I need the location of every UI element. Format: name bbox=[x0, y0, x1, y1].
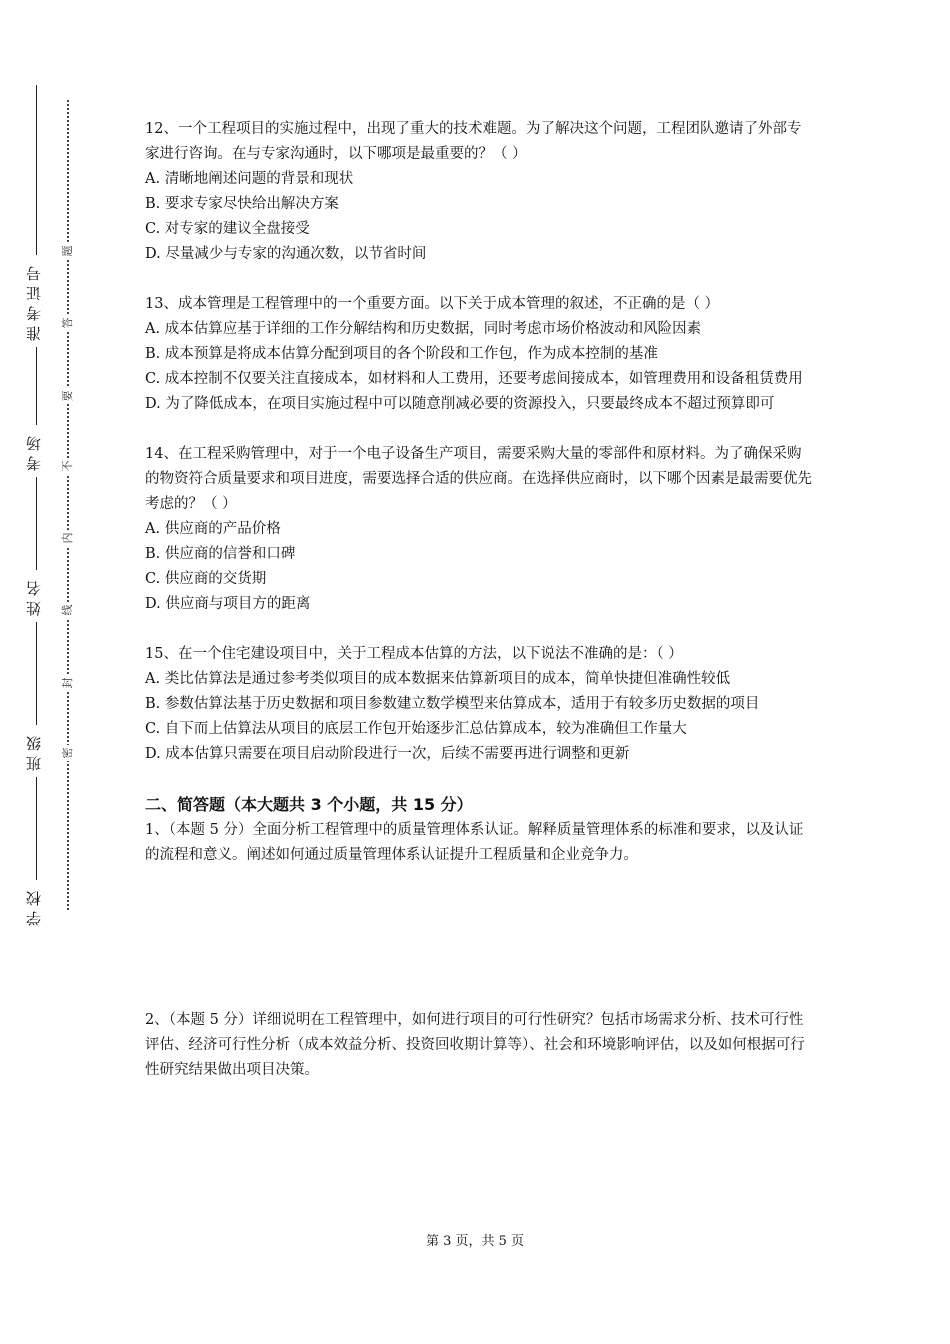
seal-char: 内 bbox=[60, 530, 76, 546]
option-b: B. 供应商的信誉和口碑 bbox=[145, 546, 296, 562]
question-13 bbox=[145, 292, 813, 417]
option-a: A. 成本估算应基于详细的工作分解结构和历史数据，同时考虑市场价格波动和风险因素 bbox=[145, 321, 702, 337]
short-answer-question-1: 1、（本题 5 分）全面分析工程管理中的质量管理体系认证。解释质量管理体系的标准和要求，以及认证的流程和意义。阐述如何通过质量管理体系认证提升工程质量和企业竞争力。 bbox=[145, 822, 804, 863]
answer-space bbox=[145, 868, 813, 1008]
name-label: 姓名 bbox=[23, 570, 49, 622]
option-c: C. 成本控制不仅要关注直接成本，如材料和人工费用，还要考虑间接成本，如管理费用和设备租赁费用 bbox=[145, 371, 803, 387]
seal-char: 答 bbox=[60, 315, 76, 331]
option-b: B. 成本预算是将成本估算分配到项目的各个阶段和工作包，作为成本控制的基准 bbox=[145, 346, 658, 362]
exam-number-label: 准考证号 bbox=[23, 255, 49, 347]
question-15 bbox=[145, 642, 813, 767]
question-12 bbox=[145, 117, 813, 267]
page-number: 第 3 页，共 5 页 bbox=[425, 1234, 525, 1249]
option-c: C. 对专家的建议全盘接受 bbox=[145, 221, 310, 237]
question-stem: 12、一个工程项目的实施过程中，出现了重大的技术难题。为了解决这个问题，工程团队邀请了外部专家进行咨询。在与专家沟通时，以下哪项是最重要的？（ ） bbox=[145, 121, 802, 162]
option-d: D. 为了降低成本，在项目实施过程中可以随意削减必要的资源投入，只要最终成本不超过预算即可 bbox=[145, 396, 775, 412]
option-d: D. 供应商与项目方的距离 bbox=[145, 596, 311, 612]
seal-char: 线 bbox=[60, 602, 76, 618]
school-label: 学校 bbox=[23, 880, 49, 932]
option-b: B. 参数估算法基于历史数据和项目参数建立数学模型来估算成本，适用于有较多历史数据的项目 bbox=[145, 696, 760, 712]
option-d: D. 尽量减少与专家的沟通次数，以节省时间 bbox=[145, 246, 427, 262]
option-a: A. 清晰地阐述问题的背景和现状 bbox=[145, 171, 354, 187]
seal-char: 封 bbox=[60, 675, 76, 691]
exam-content bbox=[145, 117, 813, 1083]
seal-char: 密 bbox=[60, 745, 76, 761]
binding-solid-line bbox=[36, 85, 37, 905]
seal-dotted-line bbox=[67, 100, 69, 910]
option-c: C. 自下而上估算法从项目的底层工作包开始逐步汇总估算成本，较为准确但工作量大 bbox=[145, 721, 687, 737]
question-stem: 14、在工程采购管理中，对于一个电子设备生产项目，需要采购大量的零部件和原材料。为了确保采购的物资符合质量要求和项目进度，需要选择合适的供应商。在选择供应商时，以下哪个因素是最需要优先考虑的？（ ） bbox=[145, 446, 812, 512]
option-c: C. 供应商的交货期 bbox=[145, 571, 267, 587]
seal-char: 要 bbox=[60, 388, 76, 404]
question-stem: 13、成本管理是工程管理中的一个重要方面。以下关于成本管理的叙述，不正确的是（ ） bbox=[145, 296, 720, 312]
short-answer-question-2: 2、（本题 5 分）详细说明在工程管理中，如何进行项目的可行性研究？包括市场需求分析、技术可行性评估、经济可行性分析（成本效益分析、投资回收期计算等）、社会和环境影响评估，以及如何根据可行性研究结果做出项目决策。 bbox=[145, 1012, 805, 1078]
question-14 bbox=[145, 442, 813, 617]
option-d: D. 成本估算只需要在项目启动阶段进行一次，后续不需要再进行调整和更新 bbox=[145, 746, 630, 762]
question-stem: 15、在一个住宅建设项目中，关于工程成本估算的方法，以下说法不准确的是：（ ） bbox=[145, 646, 683, 662]
seal-char: 题 bbox=[60, 243, 76, 259]
section-title-short-answer: 二、简答题（本大题共 3 个小题，共 15 分） bbox=[145, 795, 473, 814]
option-a: A. 供应商的产品价格 bbox=[145, 521, 281, 537]
class-label: 班级 bbox=[23, 725, 49, 777]
binding-margin bbox=[0, 0, 110, 1344]
seal-char: 不 bbox=[60, 458, 76, 474]
option-a: A. 类比估算法是通过参考类似项目的成本数据来估算新项目的成本，简单快捷但准确性较低 bbox=[145, 671, 731, 687]
option-b: B. 要求专家尽快给出解决方案 bbox=[145, 196, 339, 212]
exam-room-label: 考场 bbox=[23, 425, 49, 477]
